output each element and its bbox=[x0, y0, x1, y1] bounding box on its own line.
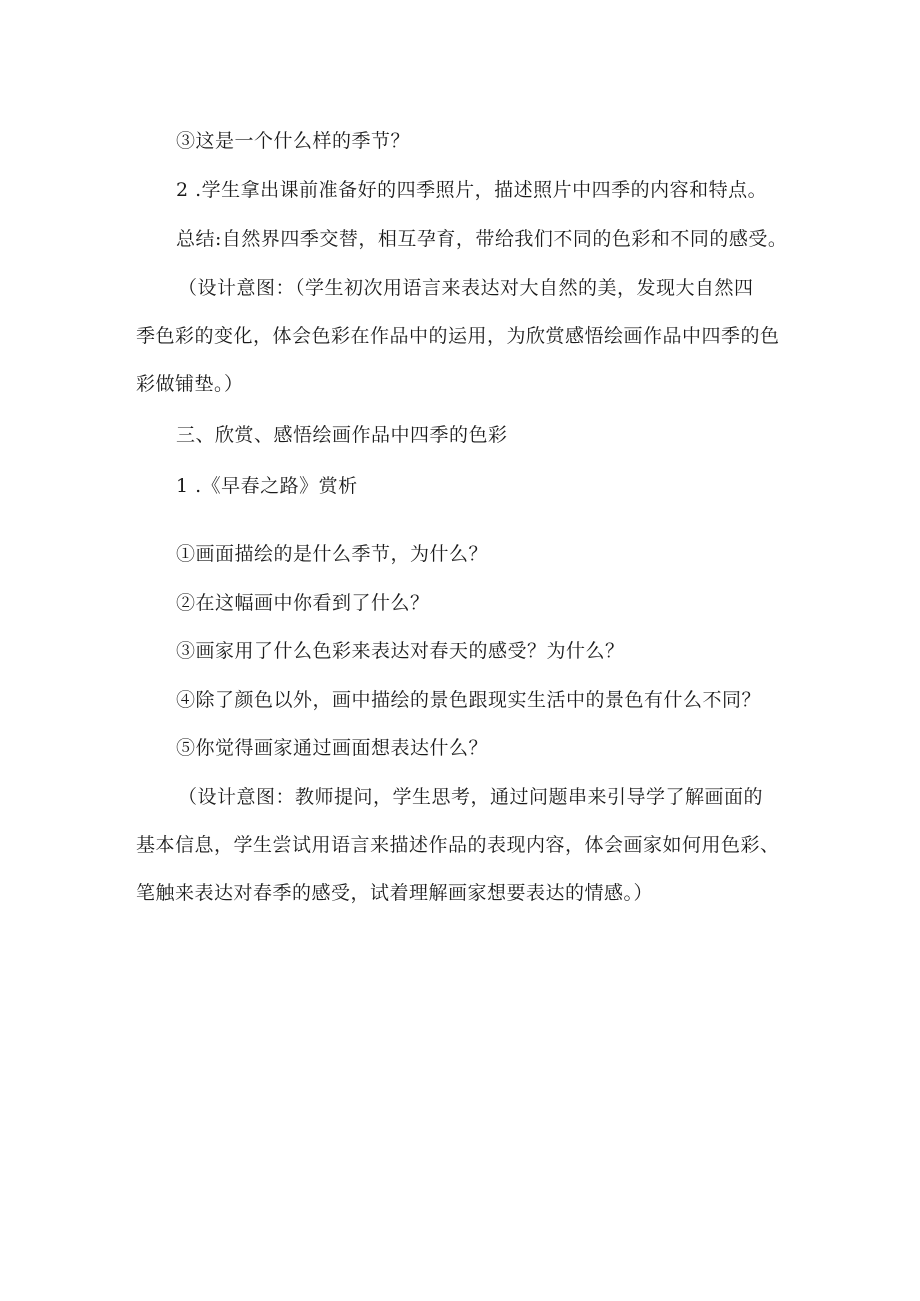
design-intent-1-line-2: 季色彩的变化，体会色彩在作品中的运用，为欣赏感悟绘画作品中四季的色 bbox=[136, 325, 780, 347]
question-5-expression: ⑤你觉得画家通过画面想表达什么？ bbox=[176, 737, 489, 759]
question-4-difference: ④除了颜色以外，画中描绘的景色跟现实生活中的景色有什么不同？ bbox=[176, 689, 762, 711]
design-intent-2-line-3: 笔触来表达对春季的感受，试着理解画家想要表达的情感。） bbox=[136, 882, 654, 904]
question-3-season: ③这是一个什么样的季节？ bbox=[176, 130, 411, 152]
design-intent-1-line-3: 彩做铺垫。） bbox=[136, 373, 244, 395]
question-1-season: ①画面描绘的是什么季节，为什么？ bbox=[176, 543, 489, 565]
design-intent-1-line-1: （设计意图：（学生初次用语言来表达对大自然的美，发现大自然四 bbox=[178, 277, 754, 299]
section-3-heading: 三、欣赏、感悟绘画作品中四季的色彩 bbox=[176, 424, 508, 446]
step-1-artwork-title: 1 .《早春之路》赏析 bbox=[176, 475, 358, 497]
design-intent-2-line-2: 基本信息，学生尝试用语言来描述作品的表现内容，体会画家如何用色彩、 bbox=[136, 834, 780, 856]
question-2-seen: ②在这幅画中你看到了什么？ bbox=[176, 592, 430, 614]
summary-line: 总结:自然界四季交替，相互孕育，带给我们不同的色彩和不同的感受。 bbox=[176, 228, 788, 250]
question-3-colors: ③画家用了什么色彩来表达对春天的感受？为什么？ bbox=[176, 640, 625, 662]
step-2-photos: 2 .学生拿出课前准备好的四季照片，描述照片中四季的内容和特点。 bbox=[176, 179, 768, 201]
design-intent-2-line-1: （设计意图：教师提问，学生思考，通过问题串来引导学了解画面的 bbox=[178, 786, 764, 808]
